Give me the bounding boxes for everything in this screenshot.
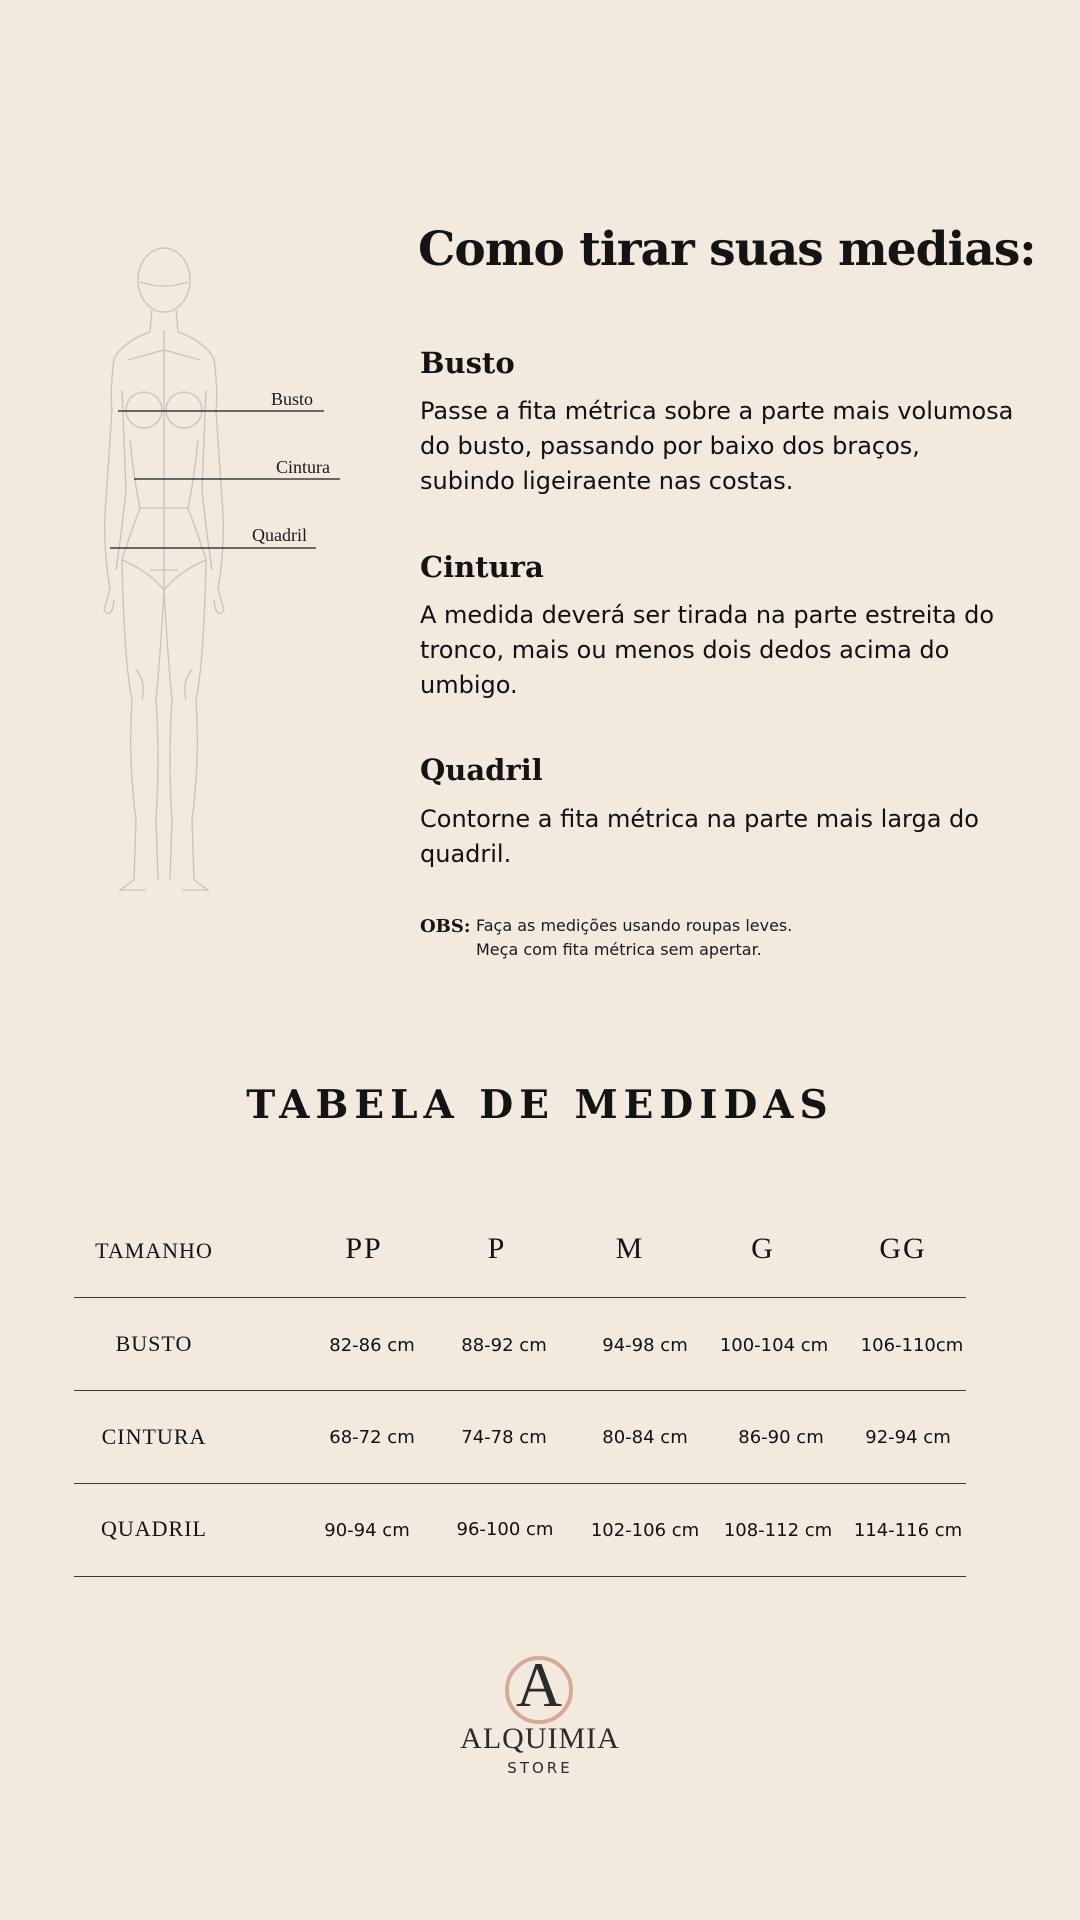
table-cell: 92-94 cm: [865, 1427, 951, 1448]
table-divider: [74, 1483, 966, 1484]
table-cell: 114-116 cm: [853, 1520, 963, 1541]
body-outline-icon: [70, 240, 370, 920]
section-title-cintura: Cintura: [420, 550, 544, 584]
table-cell: 90-94 cm: [324, 1520, 410, 1541]
table-cell: 100-104 cm: [719, 1335, 829, 1356]
table-header-pp: PP: [345, 1232, 383, 1265]
table-row-label-quadril: QUADRIL: [101, 1516, 207, 1541]
table-header-p: P: [487, 1232, 507, 1265]
table-cell: 68-72 cm: [329, 1427, 415, 1448]
section-text-cintura: A medida deverá ser tirada na parte estreita do tronco, mais ou menos dois dedos acima do umbigo.: [420, 601, 995, 699]
table-cell: 86-90 cm: [738, 1427, 824, 1448]
page-title: Como tirar suas medias:: [418, 222, 1036, 277]
table-cell: 102-106 cm: [590, 1520, 700, 1541]
table-header-gg: GG: [879, 1232, 927, 1265]
section-text-busto: Passe a fita métrica sobre a parte mais volumosa do busto, passando por baixo dos braços, subindo ligeiraente nas costas.: [420, 397, 1014, 495]
obs-notes: [476, 914, 792, 962]
table-cell: 74-78 cm: [461, 1427, 547, 1448]
table-header-tamanho: TAMANHO: [95, 1238, 213, 1263]
table-cell: 108-112 cm: [723, 1520, 833, 1541]
table-row-label-cintura: CINTURA: [101, 1424, 207, 1449]
table-cell: 82-86 cm: [329, 1335, 415, 1356]
table-header-g: G: [751, 1232, 775, 1265]
obs-line: Faça as medições usando roupas leves.: [476, 916, 793, 935]
table-header-m: M: [615, 1232, 645, 1265]
table-cell: 80-84 cm: [602, 1427, 688, 1448]
logo-letter: A: [515, 1649, 563, 1720]
table-row-label-busto: BUSTO: [115, 1331, 193, 1356]
section-title-busto: Busto: [420, 346, 515, 380]
logo-name: ALQUIMIA: [460, 1722, 620, 1755]
table-divider: [74, 1297, 966, 1298]
table-divider: [74, 1576, 966, 1577]
section-text-quadril: Contorne a fita métrica na parte mais larga do quadril.: [420, 805, 979, 868]
logo-subtitle: STORE: [507, 1759, 573, 1777]
body-figure-illustration: [70, 240, 370, 920]
obs-label: OBS:: [420, 916, 471, 937]
section-title-quadril: Quadril: [420, 753, 543, 787]
table-cell: 96-100 cm: [456, 1519, 554, 1540]
obs-line: Meça com fita métrica sem apertar.: [476, 940, 762, 959]
table-cell: 106-110cm: [860, 1335, 964, 1356]
figure-label-quadril: Quadril: [252, 525, 307, 545]
figure-label-cintura: Cintura: [276, 457, 330, 477]
table-cell: 94-98 cm: [602, 1335, 688, 1356]
table-divider: [74, 1390, 966, 1391]
table-cell: 88-92 cm: [461, 1335, 547, 1356]
figure-label-busto: Busto: [271, 389, 314, 409]
table-title: TABELA DE MEDIDAS: [246, 1082, 834, 1128]
